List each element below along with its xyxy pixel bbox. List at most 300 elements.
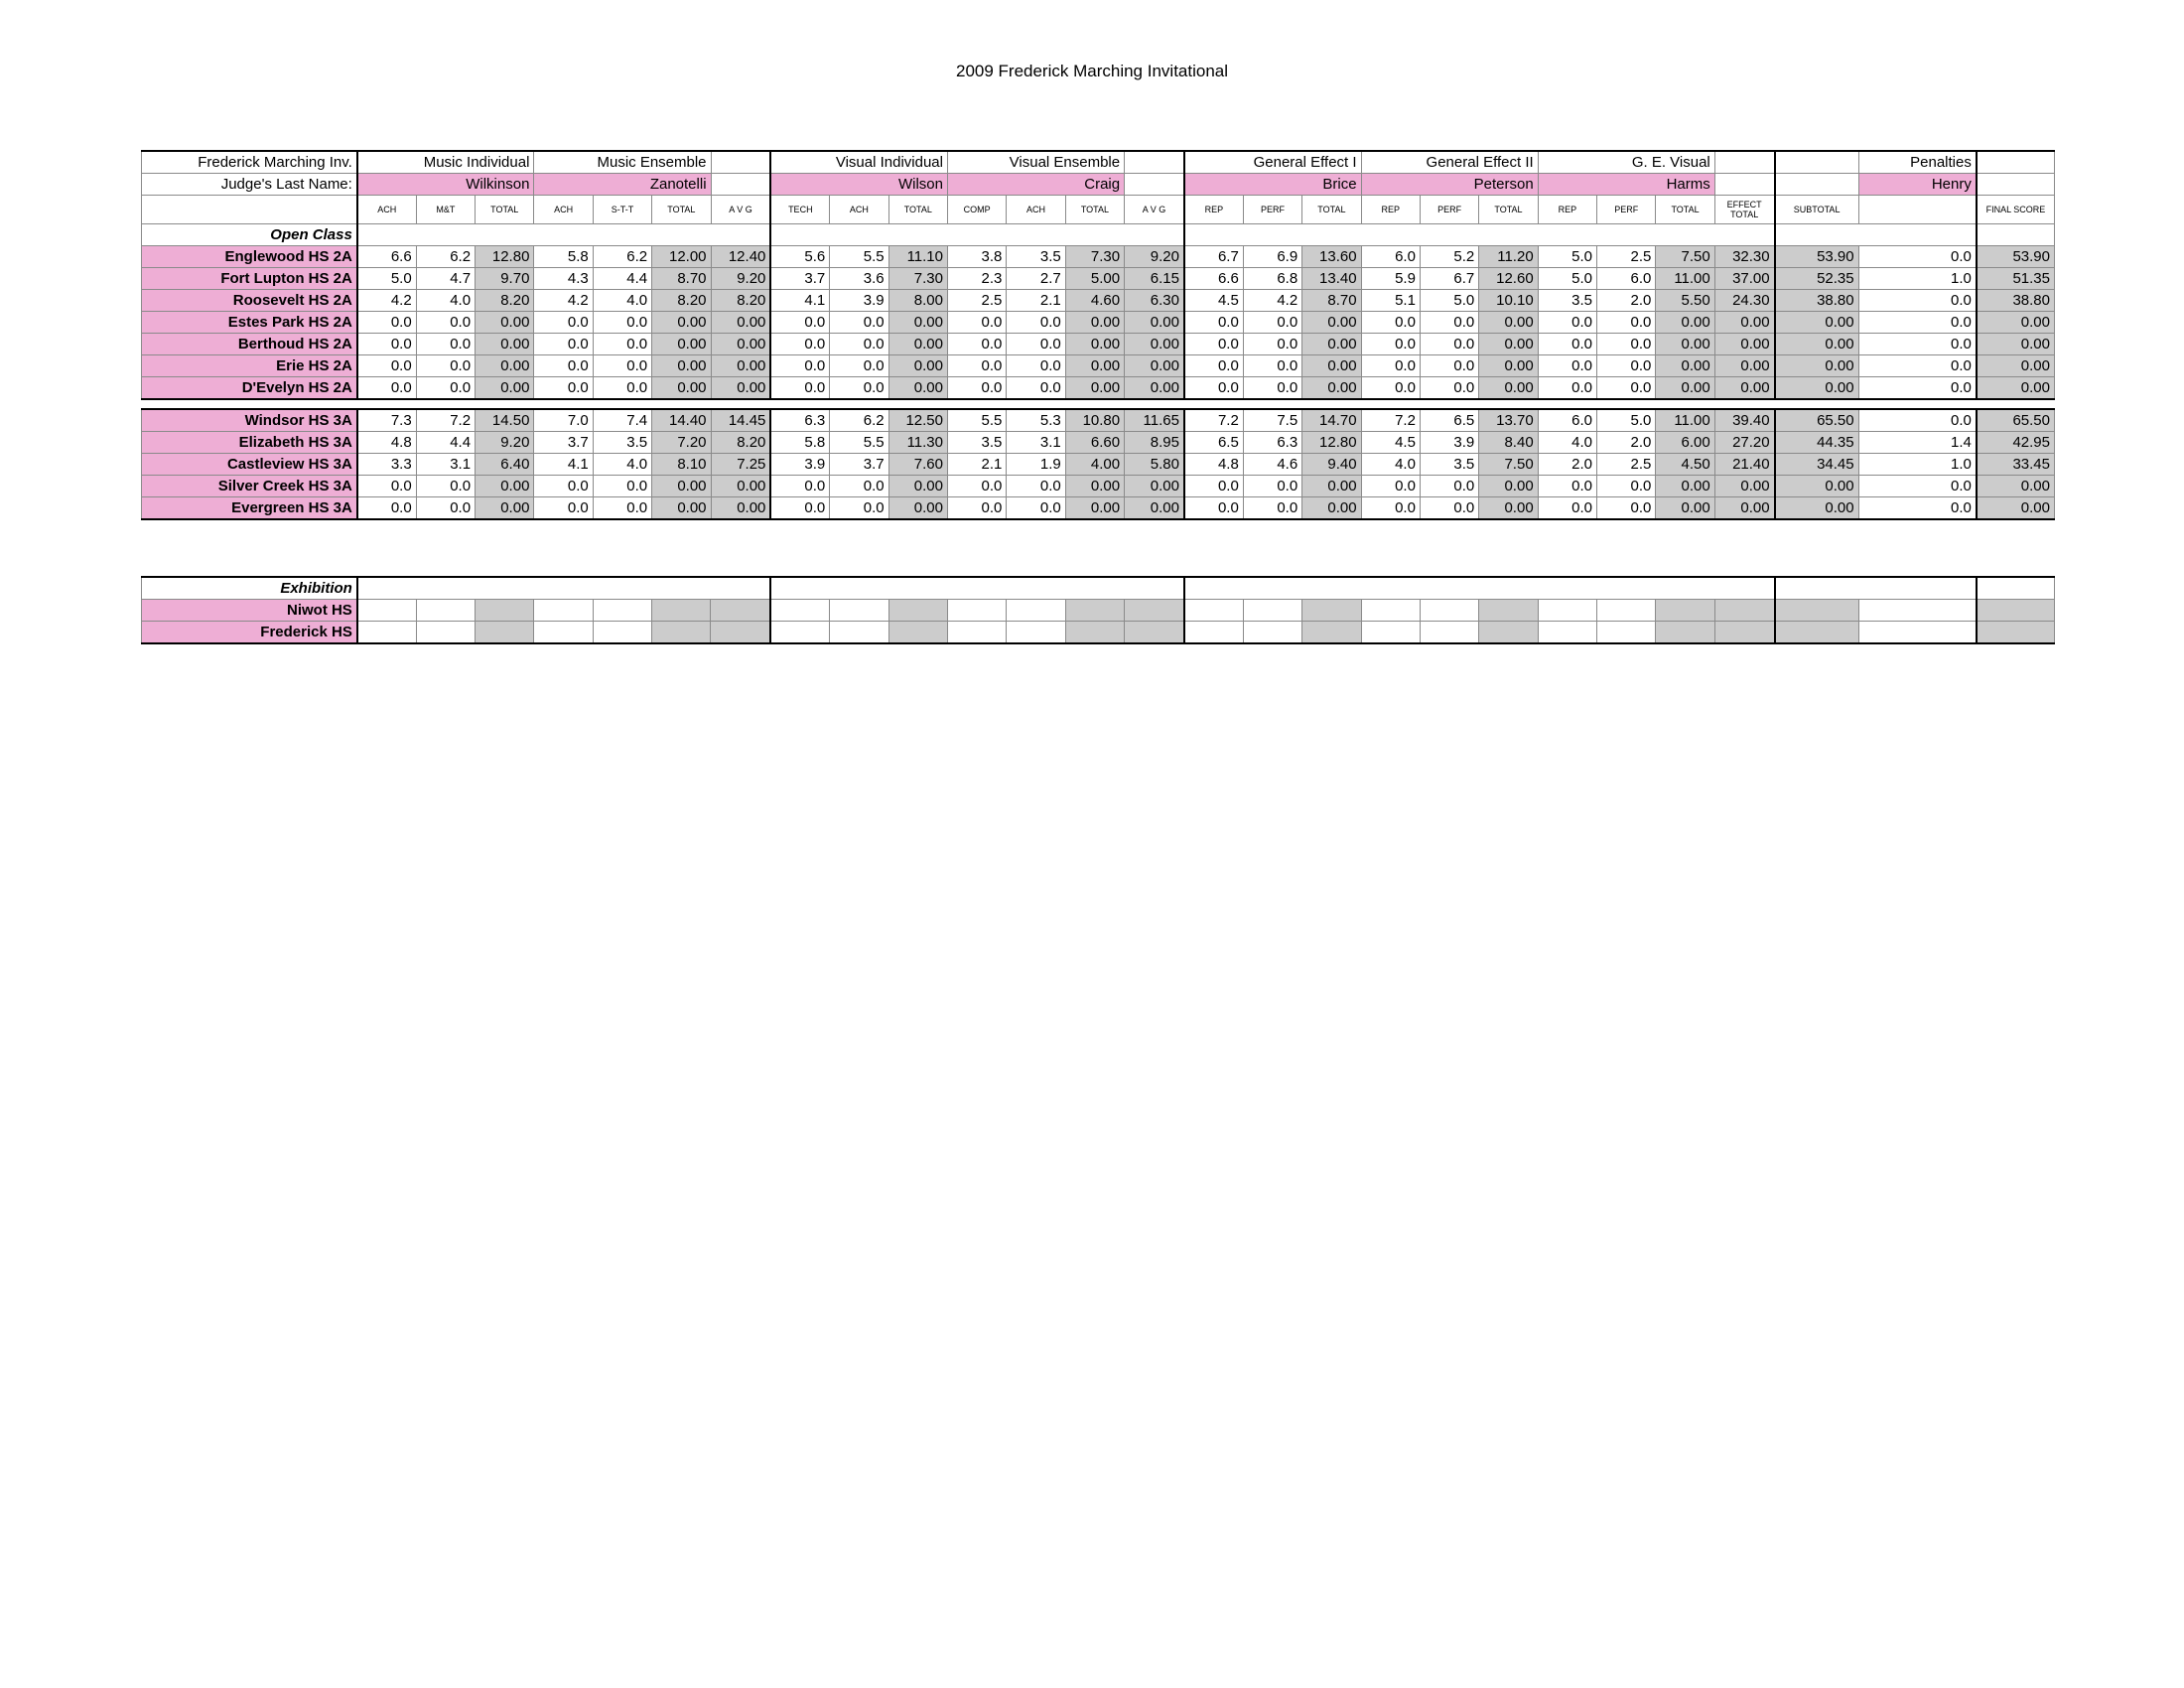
table-row [142,355,2055,377]
school-name: D'Evelyn HS 2A [142,377,357,400]
score-cell: 0.00 [1656,355,1714,377]
score-cell: 8.00 [888,290,947,312]
score-cell: 0.0 [1420,312,1478,334]
score-cell: 4.00 [1065,454,1124,476]
score-cell: 2.0 [1597,290,1656,312]
table-row [142,377,2055,400]
score-cell: 3.9 [830,290,888,312]
score-cell [593,622,651,644]
score-cell: 0.0 [1597,476,1656,497]
score-cell: 6.9 [1243,246,1301,268]
score-cell: 0.0 [357,476,416,497]
blank-cell [1775,151,1859,174]
score-cell: 6.2 [830,409,888,432]
score-cell: 0.00 [1977,312,2055,334]
score-cell: 2.1 [948,454,1007,476]
score-cell: 3.1 [416,454,475,476]
score-cell: 3.5 [948,432,1007,454]
score-cell [1714,600,1774,622]
sub-vi-total: TOTAL [888,196,947,224]
score-cell: 5.00 [1065,268,1124,290]
score-cell: 0.0 [1420,334,1478,355]
score-cell [652,600,711,622]
score-cell: 0.0 [1243,312,1301,334]
sub-vi-tech: TECH [770,196,829,224]
score-cell: 0.0 [593,312,651,334]
sub-ve-comp: COMP [948,196,1007,224]
score-cell: 0.0 [1858,334,1977,355]
school-name: Windsor HS 3A [142,409,357,432]
score-cell: 0.00 [1977,497,2055,520]
score-cell: 5.50 [1656,290,1714,312]
sub-gev-rep: REP [1538,196,1596,224]
score-cell: 6.3 [770,409,829,432]
score-cell [1125,622,1184,644]
score-cell: 11.65 [1125,409,1184,432]
score-cell: 0.00 [1714,377,1774,400]
score-cell: 5.0 [1420,290,1478,312]
table-row [142,476,2055,497]
score-cell: 37.00 [1714,268,1774,290]
score-cell: 12.60 [1479,268,1538,290]
sub-mi-mt: M&T [416,196,475,224]
score-cell: 0.0 [1858,246,1977,268]
score-table [141,150,2055,520]
score-cell: 6.30 [1125,290,1184,312]
score-cell: 0.00 [888,355,947,377]
score-cell: 0.0 [1597,334,1656,355]
sub-ve-ach: ACH [1007,196,1065,224]
score-cell [888,600,947,622]
score-cell: 4.4 [593,268,651,290]
score-cell: 0.00 [1065,312,1124,334]
score-cell: 21.40 [1714,454,1774,476]
score-cell: 7.30 [888,268,947,290]
score-cell: 9.20 [711,268,770,290]
score-cell: 0.00 [1714,312,1774,334]
table-row [142,334,2055,355]
score-cell [1125,600,1184,622]
score-cell: 7.0 [534,409,593,432]
score-cell: 0.0 [593,334,651,355]
score-cell: 0.00 [1977,377,2055,400]
score-cell: 0.0 [1597,377,1656,400]
score-cell: 9.20 [476,432,534,454]
score-cell: 8.70 [1302,290,1361,312]
score-cell: 0.00 [1714,355,1774,377]
score-cell: 10.10 [1479,290,1538,312]
sub-ge2-perf: PERF [1420,196,1478,224]
score-cell: 0.0 [534,355,593,377]
score-cell: 0.00 [1479,312,1538,334]
blank-cell [1858,196,1977,224]
blank-cell [1714,174,1774,196]
score-cell: 0.00 [1125,476,1184,497]
score-cell [830,600,888,622]
blank-cell [1977,174,2055,196]
score-cell: 0.00 [1479,355,1538,377]
sub-ge1-rep: REP [1184,196,1243,224]
score-cell: 0.0 [1858,312,1977,334]
score-cell: 53.90 [1977,246,2055,268]
score-cell: 5.0 [357,268,416,290]
score-cell: 8.40 [1479,432,1538,454]
score-cell: 5.6 [770,246,829,268]
score-cell: 0.0 [357,497,416,520]
table-row [142,409,2055,432]
score-cell: 5.80 [1125,454,1184,476]
sub-me-total: TOTAL [652,196,711,224]
caption-row [142,151,2055,174]
score-cell: 52.35 [1775,268,1859,290]
event-label: Frederick Marching Inv. [142,151,357,174]
score-cell: 0.0 [830,476,888,497]
judge-visual-ensemble: Craig [948,174,1125,196]
score-cell: 0.00 [476,377,534,400]
score-cell: 0.00 [1775,497,1859,520]
score-cell: 0.00 [476,312,534,334]
score-cell [593,600,651,622]
score-cell: 44.35 [1775,432,1859,454]
score-cell: 0.00 [476,497,534,520]
score-cell: 0.00 [1065,377,1124,400]
score-cell: 3.9 [770,454,829,476]
score-cell: 8.95 [1125,432,1184,454]
score-cell: 0.00 [652,497,711,520]
score-cell: 3.7 [770,268,829,290]
spacer-row [142,399,2055,409]
school-name: Evergreen HS 3A [142,497,357,520]
score-cell: 14.70 [1302,409,1361,432]
subheader-row [142,196,2055,224]
score-cell: 0.00 [888,476,947,497]
caption-ge-visual: G. E. Visual [1538,151,1714,174]
sub-ge2-total: TOTAL [1479,196,1538,224]
school-name: Erie HS 2A [142,355,357,377]
score-cell [1479,622,1538,644]
score-cell: 0.0 [1361,312,1420,334]
score-cell: 0.0 [1538,355,1596,377]
score-cell: 7.2 [1184,409,1243,432]
score-cell: 7.2 [1361,409,1420,432]
score-cell: 8.20 [711,432,770,454]
table-row [142,312,2055,334]
score-cell: 0.00 [1656,312,1714,334]
blank-cell [1184,224,1775,246]
score-cell: 6.6 [357,246,416,268]
score-cell: 0.0 [1858,290,1977,312]
score-cell [1977,622,2055,644]
score-cell [357,622,416,644]
score-cell [1007,600,1065,622]
score-cell [1977,600,2055,622]
score-cell: 0.00 [888,377,947,400]
score-cell: 0.0 [416,497,475,520]
score-cell: 0.0 [1361,497,1420,520]
judge-general-effect-2: Peterson [1361,174,1538,196]
judge-music-individual: Wilkinson [357,174,534,196]
score-cell: 0.00 [652,476,711,497]
score-cell: 0.00 [888,312,947,334]
score-cell: 0.0 [357,355,416,377]
score-cell: 0.00 [711,334,770,355]
score-cell [1656,622,1714,644]
blank-cell [357,577,771,600]
score-cell: 51.35 [1977,268,2055,290]
score-cell: 3.7 [534,432,593,454]
score-cell: 0.00 [1977,355,2055,377]
score-cell [947,622,1006,644]
blank-cell [1714,151,1774,174]
score-cell: 3.7 [830,454,888,476]
score-cell: 42.95 [1977,432,2055,454]
score-cell: 0.00 [1125,312,1184,334]
score-cell: 4.8 [1184,454,1243,476]
score-cell: 0.0 [1007,355,1065,377]
score-cell: 0.0 [1184,334,1243,355]
score-cell: 6.0 [1597,268,1656,290]
blank-cell [1775,224,1977,246]
caption-visual-individual: Visual Individual [770,151,947,174]
score-cell: 0.00 [1125,355,1184,377]
score-cell: 0.0 [416,476,475,497]
score-cell [830,622,888,644]
caption-music-individual: Music Individual [357,151,534,174]
judge-penalties: Henry [1858,174,1977,196]
score-cell [1007,622,1065,644]
score-cell: 11.00 [1656,268,1714,290]
score-cell [947,600,1006,622]
score-cell: 4.8 [357,432,416,454]
score-cell: 3.3 [357,454,416,476]
school-name: Englewood HS 2A [142,246,357,268]
effect-total-line-2: TOTAL [1730,210,1759,219]
score-cell: 0.00 [1125,497,1184,520]
score-cell [1184,622,1243,644]
score-cell: 6.40 [476,454,534,476]
score-cell [1243,622,1301,644]
open-class-row [142,224,2055,246]
sub-final-score: FINAL SCORE [1977,196,2055,224]
school-name: Roosevelt HS 2A [142,290,357,312]
score-cell [1065,600,1124,622]
sub-ge1-perf: PERF [1243,196,1301,224]
score-cell: 5.9 [1361,268,1420,290]
score-cell: 0.0 [1007,476,1065,497]
open-class-label: Open Class [142,224,357,246]
judge-ge-visual: Harms [1538,174,1714,196]
score-cell: 0.0 [830,377,888,400]
score-cell: 0.00 [1656,377,1714,400]
score-cell: 4.0 [416,290,475,312]
score-cell [1420,600,1478,622]
score-cell: 0.00 [1656,497,1714,520]
score-cell [711,622,770,644]
score-cell: 0.0 [1858,409,1977,432]
score-cell: 53.90 [1775,246,1859,268]
sub-subtotal: SUBTOTAL [1775,196,1859,224]
exhibition-label: Exhibition [142,577,357,600]
score-cell: 0.00 [1775,476,1859,497]
school-name: Berthoud HS 2A [142,334,357,355]
score-cell: 5.5 [830,432,888,454]
blank-cell [1125,151,1184,174]
score-cell: 0.00 [888,334,947,355]
score-cell [1361,622,1420,644]
blank-cell [142,399,2055,409]
blank-cell [357,224,771,246]
score-cell: 11.20 [1479,246,1538,268]
score-cell: 0.0 [830,334,888,355]
score-cell [416,622,475,644]
score-cell: 0.0 [770,497,829,520]
score-cell: 0.0 [1420,355,1478,377]
score-cell: 4.7 [416,268,475,290]
score-cell: 3.5 [1538,290,1596,312]
score-cell: 4.0 [593,290,651,312]
score-cell: 6.0 [1361,246,1420,268]
score-cell [1302,600,1361,622]
score-cell: 6.7 [1184,246,1243,268]
score-cell: 14.50 [476,409,534,432]
score-cell: 0.0 [1184,355,1243,377]
score-cell: 0.00 [1125,334,1184,355]
score-cell: 0.00 [711,312,770,334]
score-cell: 65.50 [1977,409,2055,432]
blank-cell [142,196,357,224]
effect-total-line-1: EFFECT [1726,200,1762,210]
score-cell: 3.5 [1420,454,1478,476]
score-cell: 0.00 [711,476,770,497]
blank-cell [1977,577,2055,600]
score-cell: 6.00 [1656,432,1714,454]
score-cell: 0.00 [1977,334,2055,355]
score-cell: 5.5 [830,246,888,268]
score-cell: 0.0 [1007,497,1065,520]
sub-visual-avg: A V G [1125,196,1184,224]
sub-gev-total: TOTAL [1656,196,1714,224]
score-cell: 6.0 [1538,409,1596,432]
score-cell: 2.5 [1597,454,1656,476]
score-cell: 0.0 [593,377,651,400]
score-cell: 0.00 [476,476,534,497]
score-cell: 5.0 [1538,268,1596,290]
score-cell: 0.00 [1775,355,1859,377]
score-cell: 6.6 [1184,268,1243,290]
score-cell: 0.0 [1858,377,1977,400]
score-cell: 0.00 [1775,377,1859,400]
score-cell: 0.00 [1065,334,1124,355]
score-cell: 7.20 [652,432,711,454]
score-cell: 8.20 [711,290,770,312]
score-cell: 4.2 [1243,290,1301,312]
score-cell: 0.00 [1714,497,1774,520]
score-cell: 7.50 [1656,246,1714,268]
score-cell: 0.00 [1714,334,1774,355]
score-cell: 0.00 [711,355,770,377]
score-cell [770,622,829,644]
caption-general-effect-2: General Effect II [1361,151,1538,174]
score-cell: 0.00 [1302,312,1361,334]
sub-ge1-total: TOTAL [1302,196,1361,224]
score-cell: 0.00 [1479,497,1538,520]
score-cell: 1.0 [1858,268,1977,290]
score-cell: 8.20 [652,290,711,312]
score-cell: 4.5 [1361,432,1420,454]
score-cell: 0.0 [1858,476,1977,497]
score-cell [1656,600,1714,622]
score-cell: 9.70 [476,268,534,290]
score-cell: 0.0 [1538,377,1596,400]
score-cell [652,622,711,644]
score-cell [1538,622,1596,644]
score-cell: 4.2 [357,290,416,312]
score-cell: 0.0 [1420,377,1478,400]
score-cell: 13.40 [1302,268,1361,290]
score-cell: 0.0 [357,377,416,400]
school-name: Estes Park HS 2A [142,312,357,334]
score-cell: 1.0 [1858,454,1977,476]
blank-cell [1184,577,1775,600]
score-cell [476,622,534,644]
score-cell: 0.0 [1420,476,1478,497]
score-cell [1538,600,1596,622]
school-name: Elizabeth HS 3A [142,432,357,454]
score-cell: 0.00 [888,497,947,520]
score-cell: 0.0 [770,334,829,355]
score-cell: 0.00 [1479,377,1538,400]
score-cell: 0.0 [416,334,475,355]
caption-visual-ensemble: Visual Ensemble [948,151,1125,174]
score-cell: 0.00 [1065,497,1124,520]
score-cell: 0.0 [948,476,1007,497]
score-cell: 0.00 [652,355,711,377]
score-cell: 8.10 [652,454,711,476]
score-cell: 4.1 [770,290,829,312]
score-cell: 0.00 [652,312,711,334]
school-name: Fort Lupton HS 2A [142,268,357,290]
score-cell: 34.45 [1775,454,1859,476]
score-cell: 12.80 [476,246,534,268]
score-cell: 0.0 [1007,377,1065,400]
score-cell: 0.00 [1302,377,1361,400]
score-cell: 5.8 [534,246,593,268]
score-cell: 5.1 [1361,290,1420,312]
open-class-rows [142,246,2055,400]
score-cell: 3.5 [593,432,651,454]
score-cell: 0.00 [1656,334,1714,355]
score-cell: 11.30 [888,432,947,454]
score-cell: 0.0 [1184,377,1243,400]
exhibition-table [141,576,2055,644]
score-cell: 0.0 [1184,497,1243,520]
score-cell: 0.0 [948,377,1007,400]
score-cell: 7.25 [711,454,770,476]
score-cell: 38.80 [1977,290,2055,312]
score-cell: 6.8 [1243,268,1301,290]
score-cell: 0.0 [830,355,888,377]
school-name: Castleview HS 3A [142,454,357,476]
school-name: Silver Creek HS 3A [142,476,357,497]
score-cell: 0.00 [1479,334,1538,355]
score-cell: 27.20 [1714,432,1774,454]
score-cell [1596,622,1655,644]
exhibition-header-row [142,577,2055,600]
score-cell: 2.0 [1538,454,1596,476]
judge-row [142,174,2055,196]
score-cell: 14.45 [711,409,770,432]
score-cell: 0.0 [1858,497,1977,520]
